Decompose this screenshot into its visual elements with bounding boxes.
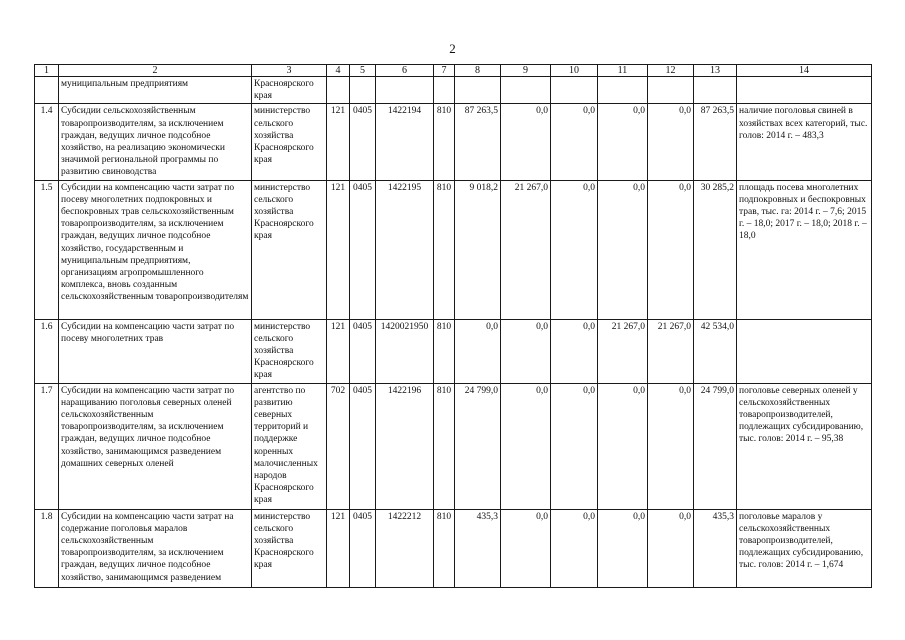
row-number: 1.8 (35, 509, 59, 587)
measure-name: Субсидии на компенсацию части затрат по посеву многолетних трав (59, 319, 252, 383)
total-value: 87 263,5 (694, 104, 737, 180)
target-article-code: 1422195 (376, 180, 434, 319)
value-col-8: 435,3 (455, 509, 501, 587)
total-value: 435,3 (694, 509, 737, 587)
value-col-9: 0,0 (501, 319, 551, 383)
value-col-8: 9 018,2 (455, 180, 501, 319)
section-code: 0405 (350, 104, 376, 180)
value-col-10 (551, 77, 598, 104)
expense-type-code: 810 (434, 383, 455, 509)
row-number: 1.7 (35, 383, 59, 509)
col-header-9: 9 (501, 65, 551, 77)
value-col-9: 0,0 (501, 383, 551, 509)
col-header-2: 2 (59, 65, 252, 77)
measure-name: Субсидии сельскохозяйственным товаропроизводителям, за исключением граждан, ведущих личное подсобное хозяйство, на реализацию экономически значимой региональной программы по развитию свиноводства (59, 104, 252, 180)
value-col-9: 21 267,0 (501, 180, 551, 319)
total-value: 30 285,2 (694, 180, 737, 319)
grbs-code: 121 (327, 509, 350, 587)
expected-result: площадь посева многолетних подпокровных и беспокровных трав, тыс. га: 2014 г. – 7,6; 2015 г. – 18,0; 2017 г. – 18,0; 2018 г. – 18,0 (737, 180, 872, 319)
row-number (35, 77, 59, 104)
section-code: 0405 (350, 509, 376, 587)
table-row (35, 509, 872, 587)
value-col-11: 0,0 (598, 180, 648, 319)
value-col-11: 0,0 (598, 383, 648, 509)
grbs-code: 121 (327, 319, 350, 383)
value-col-9: 0,0 (501, 104, 551, 180)
col-header-8: 8 (455, 65, 501, 77)
value-col-12: 0,0 (648, 509, 694, 587)
value-col-12: 0,0 (648, 104, 694, 180)
section-code: 0405 (350, 383, 376, 509)
table-row (35, 383, 872, 509)
target-article-code (376, 77, 434, 104)
target-article-code: 1422194 (376, 104, 434, 180)
responsible-org: министерство сельского хозяйства Красноярского края (252, 319, 327, 383)
section-code: 0405 (350, 319, 376, 383)
col-header-11: 11 (598, 65, 648, 77)
col-header-14: 14 (737, 65, 872, 77)
responsible-org: министерство сельского хозяйства Красноярского края (252, 180, 327, 319)
grbs-code (327, 77, 350, 104)
total-value: 24 799,0 (694, 383, 737, 509)
expected-result: поголовье северных оленей у сельскохозяйственных товаропроизводителей, подлежащих субсидированию, тыс. голов: 2014 г. – 95,38 (737, 383, 872, 509)
expected-result: наличие поголовья свиней в хозяйствах всех категорий, тыс. голов: 2014 г. – 483,3 (737, 104, 872, 180)
target-article-code: 1422196 (376, 383, 434, 509)
measure-name: муниципальным предприятиям (59, 77, 252, 104)
expense-type-code: 810 (434, 180, 455, 319)
total-value (694, 77, 737, 104)
program-measures-table (34, 64, 872, 588)
value-col-11: 0,0 (598, 104, 648, 180)
value-col-10: 0,0 (551, 104, 598, 180)
value-col-10: 0,0 (551, 319, 598, 383)
col-header-13: 13 (694, 65, 737, 77)
expense-type-code: 810 (434, 104, 455, 180)
value-col-10: 0,0 (551, 180, 598, 319)
value-col-10: 0,0 (551, 509, 598, 587)
value-col-12 (648, 77, 694, 104)
row-number: 1.5 (35, 180, 59, 319)
value-col-9: 0,0 (501, 509, 551, 587)
responsible-org: министерство сельского хозяйства Красноярского края (252, 104, 327, 180)
col-header-1: 1 (35, 65, 59, 77)
expense-type-code: 810 (434, 509, 455, 587)
value-col-9 (501, 77, 551, 104)
expected-result (737, 77, 872, 104)
col-header-7: 7 (434, 65, 455, 77)
expected-result (737, 319, 872, 383)
value-col-12: 0,0 (648, 180, 694, 319)
value-col-8: 24 799,0 (455, 383, 501, 509)
col-header-3: 3 (252, 65, 327, 77)
value-col-10: 0,0 (551, 383, 598, 509)
responsible-org: агентство по развитию северных территорий и поддержке коренных малочисленных народов Красноярского края (252, 383, 327, 509)
row-number: 1.6 (35, 319, 59, 383)
section-code: 0405 (350, 180, 376, 319)
measure-name: Субсидии на компенсацию части затрат по посеву многолетних подпокровных и беспокровных трав сельскохозяйственным товаропроизводителям, за исключением граждан, ведущих личное подсобное хозяйство, государственным и муниципальным предприятиям, организациям агропромышленного комплекса, вновь созданным сельскохозяйственным товаропроизводителям (59, 180, 252, 319)
value-col-12: 0,0 (648, 383, 694, 509)
value-col-11: 0,0 (598, 509, 648, 587)
value-col-8: 87 263,5 (455, 104, 501, 180)
value-col-11 (598, 77, 648, 104)
target-article-code: 1422212 (376, 509, 434, 587)
value-col-8: 0,0 (455, 319, 501, 383)
table-row (35, 77, 872, 104)
col-header-12: 12 (648, 65, 694, 77)
responsible-org: министерство сельского хозяйства Красноярского края (252, 509, 327, 587)
section-code (350, 77, 376, 104)
table-row (35, 104, 872, 180)
total-value: 42 534,0 (694, 319, 737, 383)
value-col-12: 21 267,0 (648, 319, 694, 383)
grbs-code: 121 (327, 180, 350, 319)
grbs-code: 702 (327, 383, 350, 509)
measure-name: Субсидии на компенсацию части затрат на содержание поголовья маралов сельскохозяйственным товаропроизводителям, за исключением граждан, ведущих личное подсобное хозяйство, занимающимся разведением (59, 509, 252, 587)
row-number: 1.4 (35, 104, 59, 180)
expense-type-code (434, 77, 455, 104)
expected-result: поголовье маралов у сельскохозяйственных товаропроизводителей, подлежащих субсидированию, тыс. голов: 2014 г. – 1,674 (737, 509, 872, 587)
grbs-code: 121 (327, 104, 350, 180)
col-header-10: 10 (551, 65, 598, 77)
col-header-6: 6 (376, 65, 434, 77)
responsible-org: Красноярского края (252, 77, 327, 104)
table-row (35, 180, 872, 319)
expense-type-code: 810 (434, 319, 455, 383)
table-row (35, 319, 872, 383)
measure-name: Субсидии на компенсацию части затрат по наращиванию поголовья северных оленей сельскохозяйственным товаропроизводителям, за исключением граждан, ведущих личное подсобное хозяйство, занимающимся разведением домашних северных оленей (59, 383, 252, 509)
value-col-8 (455, 77, 501, 104)
column-number-row (35, 65, 872, 77)
col-header-4: 4 (327, 65, 350, 77)
col-header-5: 5 (350, 65, 376, 77)
target-article-code: 1420021950 (376, 319, 434, 383)
value-col-11: 21 267,0 (598, 319, 648, 383)
page-number: 2 (449, 41, 456, 56)
